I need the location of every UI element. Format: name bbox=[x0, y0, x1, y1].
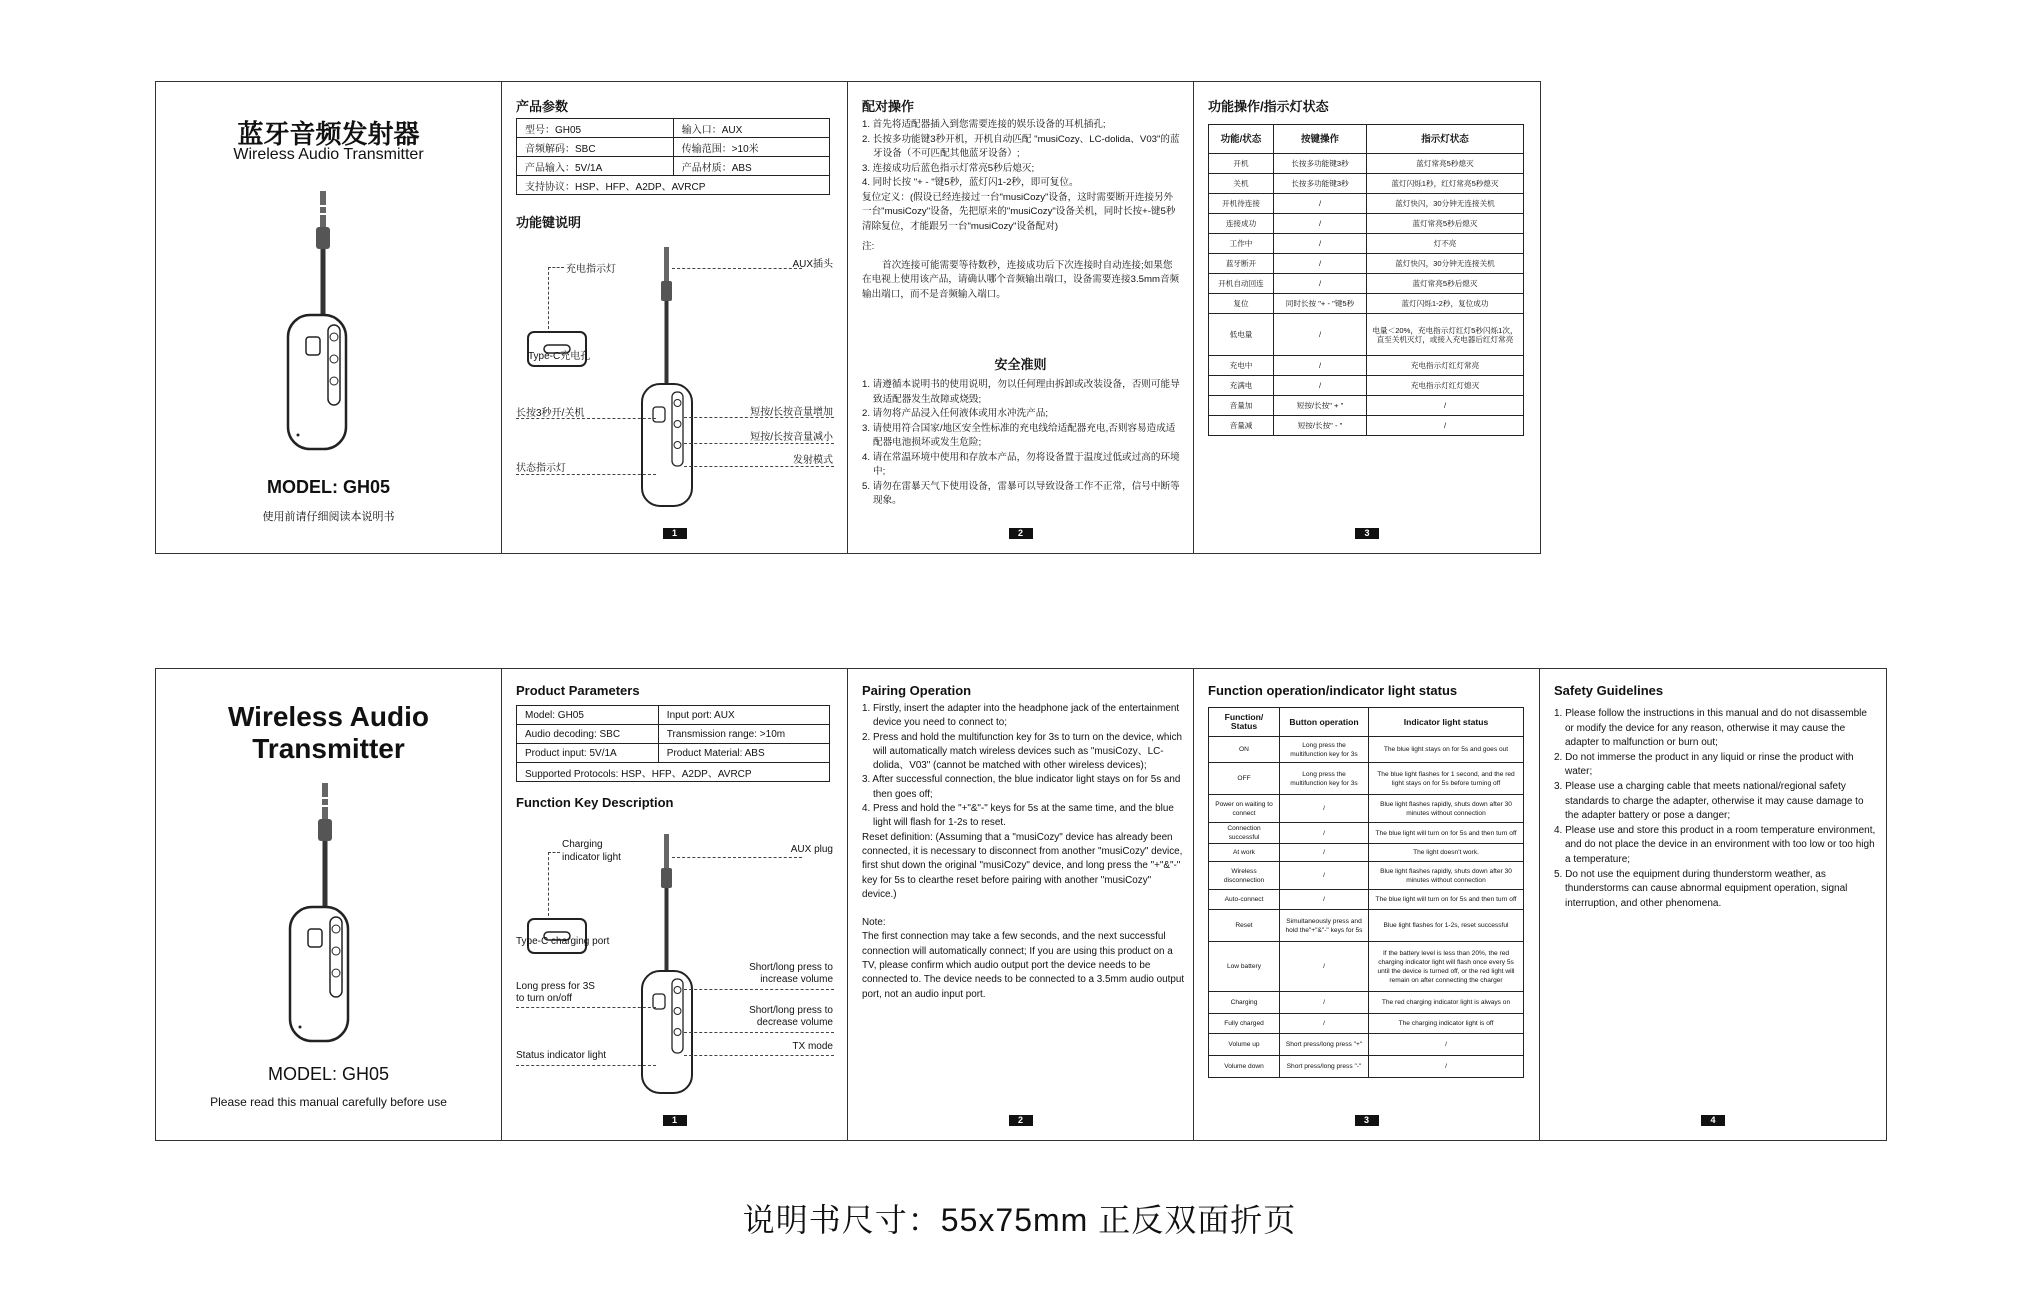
table-row: Power on waiting to connect / Blue light flashes rapidly, shuts down after 30 minutes without connection bbox=[1209, 795, 1524, 823]
en-safety-panel bbox=[1540, 669, 1886, 1140]
en-function-panel bbox=[1194, 669, 1540, 1140]
table-row: 复位 同时长按 "+ - "键5秒 蓝灯闪烁1-2秒，复位成功 bbox=[1209, 294, 1524, 314]
note-text: 首次连接可能需要等待数秒，连接成功后下次连接时自动连接;如果您在电视上使用该产品，请确认哪个音频输出端口，设备需要连接3.5mm音频输出端口，而不是音频输入端口。 bbox=[862, 259, 1180, 300]
list-item: 1. Please follow the instructions in this manual and do not disassemble or modify the device for any reason, otherwise it may cause the adapter to malfunction or burn out; bbox=[1554, 708, 1867, 749]
list-item: 3. After successful connection, the blue indicator light stays on for 5s and then goes off; bbox=[862, 774, 1181, 800]
leader bbox=[684, 443, 834, 444]
en-label-typec: Type-C charging port bbox=[516, 936, 610, 947]
en-function-table bbox=[1208, 707, 1524, 1078]
page-number: 1 bbox=[663, 528, 687, 539]
table-header: 功能/状态 按键操作 指示灯状态 bbox=[1209, 125, 1524, 154]
list-item: 2. Do not immerse the product in any liquid or rinse the product with water; bbox=[1554, 751, 1854, 778]
cn-safety-text bbox=[862, 378, 1181, 509]
page-number: 4 bbox=[1701, 1115, 1725, 1126]
en-label-vol-down-1: Short/long press to bbox=[749, 1005, 833, 1016]
en-label-charge-light-2: indicator light bbox=[562, 852, 621, 863]
note-text: The first connection may take a few seconds, and the next successful connection will automatically connect; If you are using this product on a TV, please confirm which audio output port the device needs to be connected to. The device needs to be connected to a 3.5mm audio output port, not an audio input port. bbox=[862, 931, 1185, 1000]
en-pairing-title: Pairing Operation bbox=[862, 683, 972, 698]
leader bbox=[684, 1055, 834, 1056]
cn-label-vol-up: 短按/长按音量增加 bbox=[750, 407, 833, 418]
en-func-title: Function Key Description bbox=[516, 795, 674, 810]
cn-label-status: 状态指示灯 bbox=[516, 463, 566, 474]
table-row: At work / The light doesn't work. bbox=[1209, 844, 1524, 862]
en-label-long3s-1: Long press for 3S bbox=[516, 981, 595, 992]
page-number: 3 bbox=[1355, 528, 1379, 539]
leader bbox=[548, 852, 549, 916]
en-params-panel bbox=[502, 669, 848, 1140]
leader bbox=[548, 267, 564, 268]
leader bbox=[684, 417, 834, 418]
note-label: Note: bbox=[862, 917, 886, 929]
cn-safety-title: 安全准则 bbox=[994, 357, 1047, 372]
en-label-vol-down-2: decrease volume bbox=[756, 1017, 833, 1028]
table-row: OFF Long press the multifunction key for 3s The blue light flashes for 1 second, and the red light stays on for 5s before turning off bbox=[1209, 763, 1524, 795]
cn-label-long3s: 长按3秒开/关机 bbox=[516, 408, 585, 419]
table-row: Charging / The red charging indicator light is always on bbox=[1209, 992, 1524, 1014]
cn-params-panel bbox=[502, 82, 848, 553]
en-label-tx: TX mode bbox=[792, 1041, 833, 1052]
cn-function-table bbox=[1208, 124, 1524, 436]
en-cover-model: MODEL: GH05 bbox=[267, 1064, 390, 1084]
table-row: 音频解码：SBC 传输范围：>10米 bbox=[517, 138, 830, 157]
table-row: 音量加 短按/长按" + " / bbox=[1209, 396, 1524, 416]
en-cover-title-line2: Transmitter bbox=[252, 733, 405, 764]
en-pairing-text bbox=[862, 702, 1185, 1002]
list-item: 5. 请勿在雷暴天气下使用设备，雷暴可以导致设备工作不正常，信号中断等现象。 bbox=[862, 480, 1180, 506]
cn-label-vol-down: 短按/长按音量减小 bbox=[750, 432, 833, 443]
table-row: 关机 长按多功能键3秒 蓝灯闪烁1秒，红灯常亮5秒熄灭 bbox=[1209, 174, 1524, 194]
cn-label-aux: AUX插头 bbox=[792, 259, 833, 270]
en-params-title: Product Parameters bbox=[516, 683, 640, 698]
cn-params-title: 产品参数 bbox=[516, 99, 569, 114]
list-item: 5. Do not use the equipment during thunderstorm weather, as thunderstorms can cause abnormal equipment operation, signal interruption, and other phenomena. bbox=[1554, 868, 1848, 909]
table-row: 开机自动回连 / 蓝灯常亮5秒后熄灭 bbox=[1209, 274, 1524, 294]
cn-func-title: 功能键说明 bbox=[516, 215, 582, 230]
leader bbox=[516, 1065, 656, 1066]
leader bbox=[672, 857, 802, 858]
table-row: 支持协议：HSP、HFP、A2DP、AVRCP bbox=[517, 176, 830, 195]
leader bbox=[672, 268, 802, 269]
table-row: Volume up Short press/long press "+" / bbox=[1209, 1034, 1524, 1056]
cn-cover-note: 使用前请仔细阅读本说明书 bbox=[262, 511, 395, 523]
en-label-charge-light-1: Charging bbox=[562, 839, 603, 850]
list-item: 3. 请使用符合国家/地区安全性标准的充电线给适配器充电,否则容易造成适配器电池损坏或发生危险; bbox=[862, 422, 1176, 448]
table-row: 充电中 / 充电指示灯红灯常亮 bbox=[1209, 356, 1524, 376]
reset-definition: Reset definition: (Assuming that a "musiCozy" device has already been connected, it is necessary to disconnect from another "musiCozy" device, first shut down the original "musiCozy" device, and long press the "+"&"-" key for 5s to clearthe reset before pairing with another "musiCozy" device.) bbox=[862, 831, 1183, 900]
en-label-vol-up-1: Short/long press to bbox=[749, 962, 833, 973]
en-label-status: Status indicator light bbox=[516, 1050, 607, 1061]
leader bbox=[684, 466, 834, 467]
list-item: 4. 同时长按 "+ - "键5秒，蓝灯闪1-2秒，即可复位。 bbox=[862, 177, 1079, 188]
list-item: 4. 请在常温环境中使用和存放本产品，勿将设备置于温度过低或过高的环境中; bbox=[862, 451, 1180, 477]
table-row: 产品输入：5V/1A 产品材质：ABS bbox=[517, 157, 830, 176]
list-item: 2. Press and hold the multifunction key for 3s to turn on the device, which will automatically match wireless devices such as "musiCozy、LC-dolida、V03" (cannot be matched with other wireless devices); bbox=[862, 731, 1183, 772]
cn-pairing-panel bbox=[848, 82, 1194, 553]
cn-label-tx: 发射模式 bbox=[793, 455, 833, 466]
table-row: Wireless disconnection / Blue light flashes rapidly, shuts down after 30 minutes without connection bbox=[1209, 862, 1524, 890]
note-label: 注: bbox=[862, 241, 875, 252]
page-number: 3 bbox=[1355, 1115, 1379, 1126]
table-row: Supported Protocols: HSP、HFP、A2DP、AVRCP bbox=[517, 763, 830, 782]
table-row: Auto-connect / The blue light will turn on for 5s and then turn off bbox=[1209, 890, 1524, 910]
reset-definition: 复位定义：(假设已经连接过一台"musiCozy"设备，这时需要断开连接另外一台"musiCozy"设备，先把原来的"musiCozy"设备关机，同时长按+-键5秒清除复位，才能跟另一台"musiCozy"设备配对) bbox=[862, 191, 1176, 232]
table-row: 连接成功 / 蓝灯常亮5秒后熄灭 bbox=[1209, 214, 1524, 234]
table-row: 开机 长按多功能键3秒 蓝灯常亮5秒熄灭 bbox=[1209, 154, 1524, 174]
en-sheet bbox=[155, 668, 1887, 1141]
table-header: Function/ Status Button operation Indicator light status bbox=[1209, 708, 1524, 737]
cn-cover-panel bbox=[156, 82, 502, 553]
en-pairing-panel bbox=[848, 669, 1194, 1140]
en-label-aux: AUX plug bbox=[790, 844, 833, 855]
en-cover-panel bbox=[156, 669, 502, 1140]
en-function-title: Function operation/indicator light status bbox=[1208, 683, 1458, 698]
table-row: Volume down Short press/long press "-" / bbox=[1209, 1056, 1524, 1078]
cn-params-table bbox=[516, 118, 830, 195]
cn-cover-model: MODEL: GH05 bbox=[266, 477, 390, 497]
list-item: 3. Please use a charging cable that meets national/regional safety standards to charge the adapter, otherwise it may cause damage to the adapter battery or pose a danger; bbox=[1554, 780, 1864, 822]
cn-sheet bbox=[155, 81, 1541, 554]
list-item: 3. 连接成功后蓝色指示灯常亮5秒后熄灭; bbox=[862, 162, 1035, 174]
leader bbox=[684, 1032, 834, 1033]
leader bbox=[684, 989, 834, 990]
list-item: 2. 请勿将产品浸入任何液体或用水冲洗产品; bbox=[862, 408, 1049, 419]
table-row: ON Long press the multifunction key for 3s The blue light stays on for 5s and goes out bbox=[1209, 737, 1524, 763]
table-row: Product input: 5V/1A Product Material: ABS bbox=[517, 744, 830, 763]
transmitter-illustration bbox=[266, 187, 386, 457]
table-row: 低电量 / 电量＜20%，充电指示灯红灯5秒闪烁1次，直至关机灭灯，或接入充电器后红灯常亮 bbox=[1209, 314, 1524, 356]
en-label-vol-up-2: increase volume bbox=[760, 974, 833, 985]
table-row: 开机待连接 / 蓝灯快闪，30分钟无连接关机 bbox=[1209, 194, 1524, 214]
cn-cover-title: 蓝牙音频发射器 bbox=[237, 119, 420, 149]
table-row: Fully charged / The charging indicator light is off bbox=[1209, 1014, 1524, 1034]
en-safety-title: Safety Guidelines bbox=[1554, 683, 1664, 698]
cn-label-typec: Type-C充电孔 bbox=[528, 351, 591, 362]
table-row: Low battery / If the battery level is less than 20%, the red charging indicator light will flash once every 5s until the device is turned off, or the red light will remain on after connecting the charger bbox=[1209, 942, 1524, 992]
transmitter-illustration bbox=[268, 779, 388, 1049]
cn-function-title: 功能操作/指示灯状态 bbox=[1208, 99, 1329, 114]
table-row: Audio decoding: SBC Transmission range: >10m bbox=[517, 725, 830, 744]
table-row: 音量减 短按/长按" - " / bbox=[1209, 416, 1524, 436]
leader bbox=[516, 474, 656, 475]
list-item: 4. Please use and store this product in a room temperature environment, and do not place the device in an environment with too low or too high a temperature; bbox=[1554, 824, 1876, 865]
leader bbox=[516, 418, 656, 419]
page-number: 2 bbox=[1009, 528, 1033, 539]
table-row: 蓝牙断开 / 蓝灯快闪，30分钟无连接关机 bbox=[1209, 254, 1524, 274]
en-label-long3s-2: to turn on/off bbox=[516, 993, 572, 1004]
leader bbox=[548, 852, 560, 853]
list-item: 1. 首先将适配器插入到您需要连接的娱乐设备的耳机插孔; bbox=[862, 119, 1106, 130]
cn-label-charge-light: 充电指示灯 bbox=[566, 264, 616, 275]
en-cover-title-line1: Wireless Audio bbox=[228, 701, 429, 732]
table-row: 工作中 / 灯不亮 bbox=[1209, 234, 1524, 254]
en-params-table bbox=[516, 705, 830, 782]
en-cover-note: Please read this manual carefully before use bbox=[210, 1095, 447, 1109]
table-row: 充满电 / 充电指示灯红灯熄灭 bbox=[1209, 376, 1524, 396]
cn-pairing-title: 配对操作 bbox=[862, 99, 915, 114]
list-item: 2. 长按多功能键3秒开机，开机自动匹配 "musiCozy、LC-dolida、V03"的蓝牙设备（不可匹配其他蓝牙设备）; bbox=[862, 133, 1180, 159]
list-item: 1. Firstly, insert the adapter into the headphone jack of the entertainment device you need to connect to; bbox=[862, 703, 1180, 729]
page-number: 2 bbox=[1009, 1115, 1033, 1126]
table-row: Connection successful / The blue light will turn on for 5s and then turn off bbox=[1209, 823, 1524, 844]
page-number: 1 bbox=[663, 1115, 687, 1126]
cn-cover-subtitle: Wireless Audio Transmitter bbox=[233, 146, 424, 163]
cn-function-panel bbox=[1194, 82, 1540, 553]
list-item: 4. Press and hold the "+"&"-" keys for 5s at the same time, and the blue light will flash for 1-2s to reset. bbox=[862, 803, 1174, 829]
list-item: 1. 请遵循本说明书的使用说明，勿以任何理由拆卸或改装设备，否则可能导致适配器发生故障或烧毁; bbox=[862, 379, 1180, 405]
leader bbox=[516, 1007, 656, 1008]
table-row: 型号：GH05 输入口：AUX bbox=[517, 119, 830, 138]
leader bbox=[548, 267, 549, 329]
size-caption: 说明书尺寸：55x75mm 正反双面折页 bbox=[742, 1202, 1297, 1238]
cn-pairing-text bbox=[862, 118, 1181, 302]
table-row: Model: GH05 Input port: AUX bbox=[517, 706, 830, 725]
table-row: Reset Simultaneously press and hold the"+"&"-" keys for 5s Blue light flashes for 1-2s, reset successful bbox=[1209, 910, 1524, 942]
en-safety-text bbox=[1554, 707, 1878, 911]
